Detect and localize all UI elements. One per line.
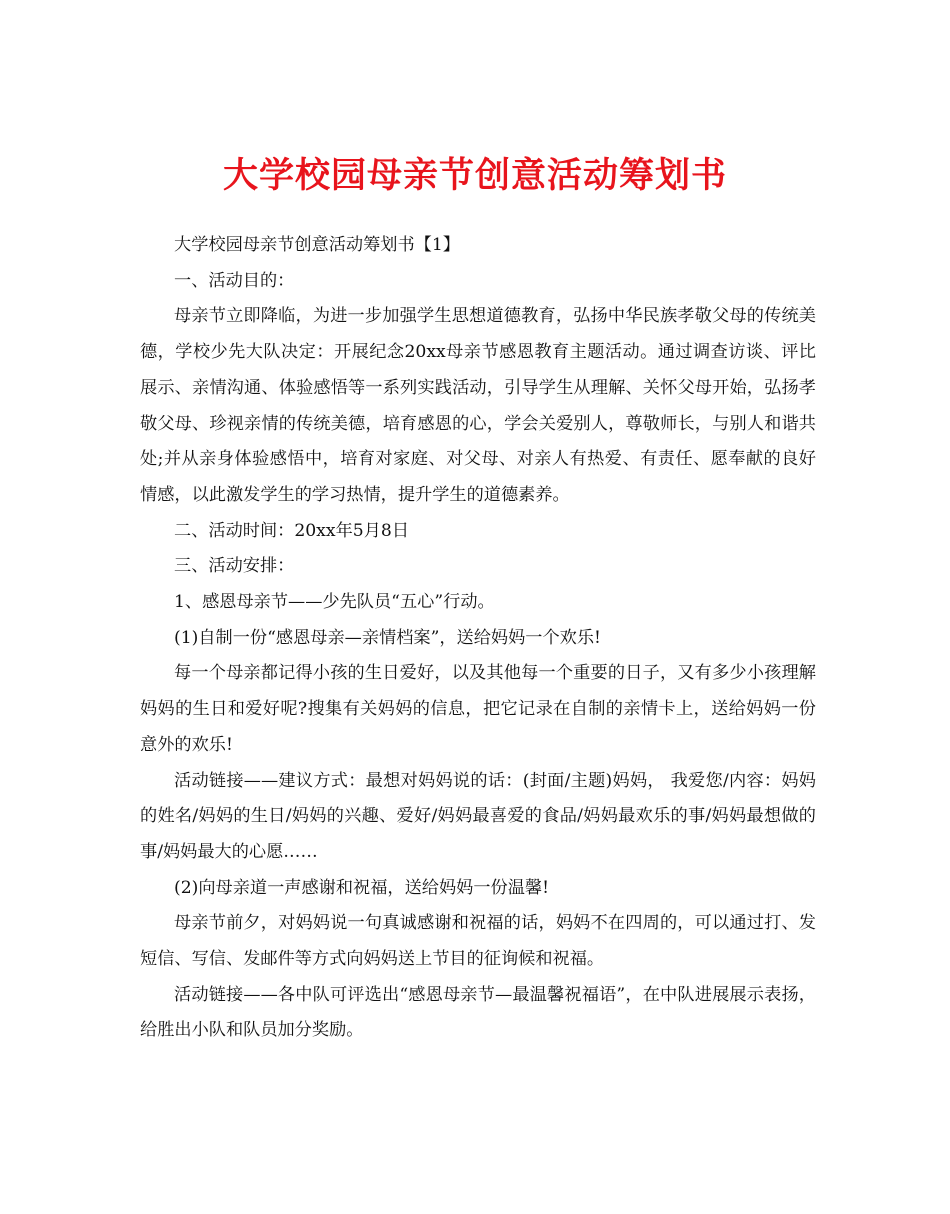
paragraph-subitem-1-link: 活动链接——建议方式：最想对妈妈说的话：(封面/主题)妈妈， 我爱您/内容：妈妈的姓名/妈妈的生日/妈妈的兴趣、爱好/妈妈最喜爱的食品/妈妈最欢乐的事/妈妈最想做的事/妈妈最大的心愿…… — [140, 770, 816, 862]
paragraph-subtitle: 大学校园母亲节创意活动筹划书【1】 — [174, 235, 460, 255]
paragraph-subitem-1: (1)自制一份“感恩母亲—亲情档案”，送给妈妈一个欢乐! — [174, 627, 601, 648]
paragraph-section-arrangement: 三、活动安排： — [174, 556, 295, 577]
paragraph-subitem-2-text: 母亲节前夕，对妈妈说一句真诚感谢和祝福的话，妈妈不在四周的，可以通过打、发短信、写信、发邮件等方式向妈妈送上节目的征询候和祝福。 — [140, 913, 816, 970]
paragraph-section-time: 二、活动时间：20xx年5月8日 — [174, 520, 410, 541]
document-body — [140, 228, 816, 1049]
paragraph-subitem-1-text: 每一个母亲都记得小孩的生日爱好，以及其他每一个重要的日子，又有多少小孩理解妈妈的生日和爱好呢?搜集有关妈妈的信息，把它记录在自制的亲情卡上，送给妈妈一份意外的欢乐! — [140, 663, 816, 755]
paragraph-subitem-2: (2)向母亲道一声感谢和祝福，送给妈妈一份温馨! — [174, 877, 550, 898]
paragraph-subitem-2-link: 活动链接——各中队可评选出“感恩母亲节—最温馨祝福语”，在中队进展展示表扬，给胜出小队和队员加分奖励。 — [140, 984, 816, 1041]
document-title: 大学校园母亲节创意活动筹划书 — [222, 155, 727, 197]
paragraph-section-purpose: 一、活动目的： — [174, 270, 295, 291]
paragraph-purpose-text: 母亲节立即降临，为进一步加强学生思想道德教育，弘扬中华民族孝敬父母的传统美德，学校少先大队决定：开展纪念20xx母亲节感恩教育主题活动。通过调查访谈、评比展示、亲情沟通、体验感悟等一系列实践活动，引导学生从理解、关怀父母开始，弘扬孝敬父母、珍视亲情的传统美德，培育感恩的心，学会关爱别人，尊敬师长，与别人和谐共处;并从亲身体验感悟中，培育对家庭、对父母、对亲人有热爱、有责任、愿奉献的良好情感，以此激发学生的学习热情，提升学生的道德素养。 — [140, 306, 816, 505]
paragraph-item-1: 1、感恩母亲节——少先队员“五心”行动。 — [174, 592, 495, 613]
